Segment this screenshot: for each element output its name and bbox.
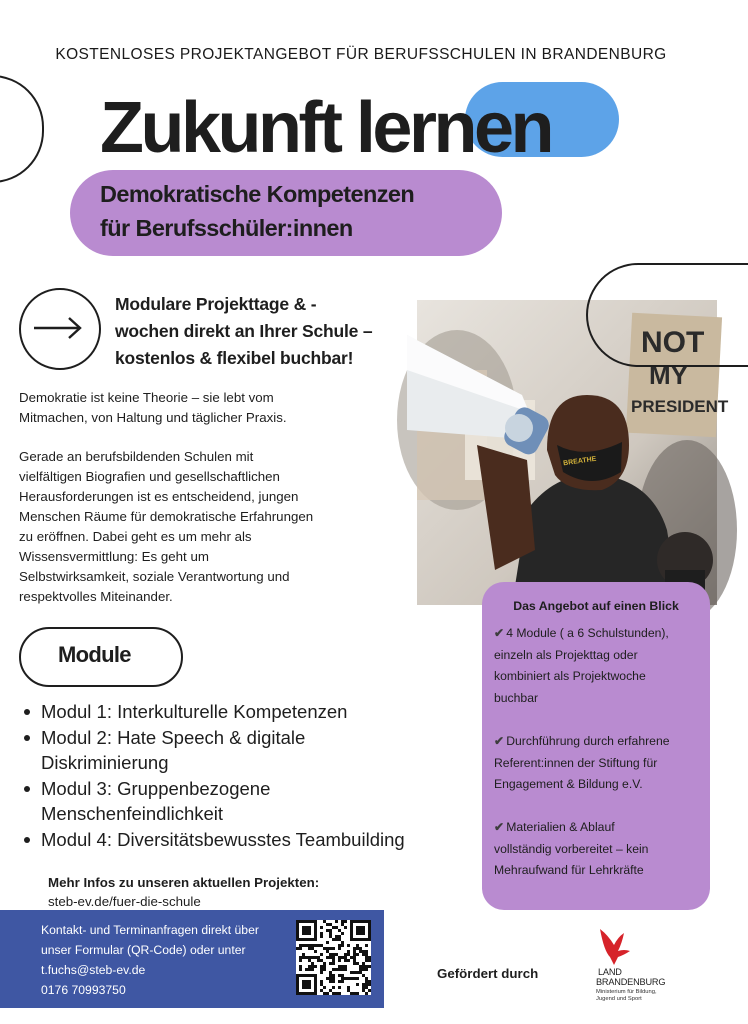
checkmark-icon: ✔	[494, 626, 505, 640]
module-item-text: Modul 1: Interkulturelle Kompetenzen	[41, 701, 348, 722]
offer-item-line: buchbar	[494, 690, 539, 705]
module-item-text: Menschenfeindlichkeit	[41, 803, 224, 824]
module-item-text: Modul 2: Hate Speech & digitale	[41, 726, 306, 748]
paragraph-line: Gerade an berufsbildenden Schulen mit	[19, 449, 254, 464]
decorative-arc-left	[0, 75, 44, 183]
checkmark-icon: ✔	[494, 734, 505, 748]
ministry-line: Jugend und Sport	[596, 995, 642, 1002]
sign-text: MY	[649, 360, 688, 390]
mask-text: BREATHE	[562, 455, 597, 468]
offer-item-line: Engagement & Bildung e.V.	[494, 777, 643, 791]
intro-paragraph	[19, 388, 399, 428]
subtitle-line: für Berufsschüler:innen	[100, 215, 353, 241]
arrow-right-icon	[32, 315, 84, 341]
ministry-line: Ministerium für Bildung,	[596, 989, 657, 995]
sign-text: NOT	[641, 326, 705, 359]
module-heading: Module	[58, 642, 131, 667]
contact-line: Kontakt- und Terminanfragen direkt über	[41, 923, 259, 937]
offer-item-line: Referent:innen der Stiftung für	[494, 755, 658, 770]
brandenburg-name	[596, 967, 666, 987]
funded-by-label: Gefördert durch	[437, 966, 539, 981]
paragraph-line: Demokratie ist keine Theorie – sie lebt vom	[19, 390, 274, 405]
contact-email[interactable]: t.fuchs@steb-ev.de	[41, 963, 146, 977]
offer-item	[494, 623, 708, 709]
qr-code[interactable]	[296, 920, 371, 995]
ministry-name	[596, 989, 676, 1002]
paragraph-line: Selbstwirksamkeit, soziale Verantwortung und	[19, 569, 290, 584]
paragraph-line: Herausforderungen ist es entscheidend, jungen	[19, 489, 299, 504]
lead-line: kostenlos & flexibel buchbar!	[115, 348, 354, 368]
module-item	[22, 776, 452, 827]
info-title: Mehr Infos zu unseren aktuellen Projekten:	[48, 875, 320, 890]
paragraph-line: Mitmachen, von Haltung und täglicher Praxis.	[19, 410, 287, 425]
lead-line: Modulare Projekttage & -	[115, 294, 317, 314]
offer-item-line	[494, 623, 708, 645]
offer-box-title: Das Angebot auf einen Blick	[513, 599, 679, 613]
offer-item-line: kombiniert als Projektwoche	[494, 669, 646, 683]
contact-line: unser Formular (QR-Code) oder unter	[41, 943, 246, 957]
offer-item-line	[494, 817, 708, 839]
module-item	[22, 725, 452, 776]
offer-item-text: 4 Module ( a 6 Schulstunden),	[506, 626, 669, 640]
sign-text: PRESIDENT	[631, 397, 729, 416]
module-item	[22, 699, 452, 725]
checkmark-icon: ✔	[494, 820, 505, 834]
brandenburg-name-line: LAND	[598, 967, 622, 977]
paragraph-line: respektvolles Miteinander.	[19, 589, 173, 604]
offer-item	[494, 817, 708, 882]
lead-text	[115, 291, 372, 372]
info-url[interactable]: steb-ev.de/fuer-die-schule	[48, 894, 201, 909]
decorative-arc-right	[586, 263, 748, 367]
paragraph-line: vielfältigen Biografien und gesellschaftlichen	[19, 469, 280, 484]
offer-item-line: Mehraufwand für Lehrkräfte	[494, 863, 644, 877]
module-item	[22, 827, 452, 853]
subtitle-line: Demokratische Kompetenzen	[100, 181, 415, 207]
qr-code-icon	[296, 920, 371, 995]
module-list	[22, 699, 452, 852]
contact-phone[interactable]: 0176 70993750	[41, 983, 126, 997]
offer-item-line: einzeln als Projekttag oder	[494, 647, 638, 662]
module-item-text: Modul 4: Diversitätsbewusstes Teambuilding	[41, 828, 405, 850]
offer-item-line: vollständig vorbereitet – kein	[494, 841, 649, 856]
main-title: Zukunft lernen	[100, 88, 551, 168]
offer-item-text: Materialien & Ablauf	[506, 820, 615, 834]
paragraph-line: zu eröffnen. Dabei geht es um mehr als	[19, 529, 252, 544]
brandenburg-name-line: BRANDENBURG	[596, 977, 666, 987]
paragraph-line: Menschen Räume für demokratische Erfahrungen	[19, 509, 314, 524]
offer-item-line	[494, 731, 708, 753]
subtitle	[100, 177, 414, 245]
paragraph-line: Wissensvermittlung: Es geht um	[19, 549, 209, 564]
module-item-text: Modul 3: Gruppenbezogene	[41, 777, 271, 799]
body-paragraph	[19, 447, 409, 607]
offer-item	[494, 731, 708, 796]
lead-line: wochen direkt an Ihrer Schule –	[115, 321, 373, 341]
top-headline: KOSTENLOSES PROJEKTANGEBOT FÜR BERUFSSCHULEN IN BRANDENBURG	[55, 46, 667, 63]
offer-item-text: Durchführung durch erfahrene	[506, 734, 670, 748]
module-item-text: Diskriminierung	[41, 752, 169, 773]
